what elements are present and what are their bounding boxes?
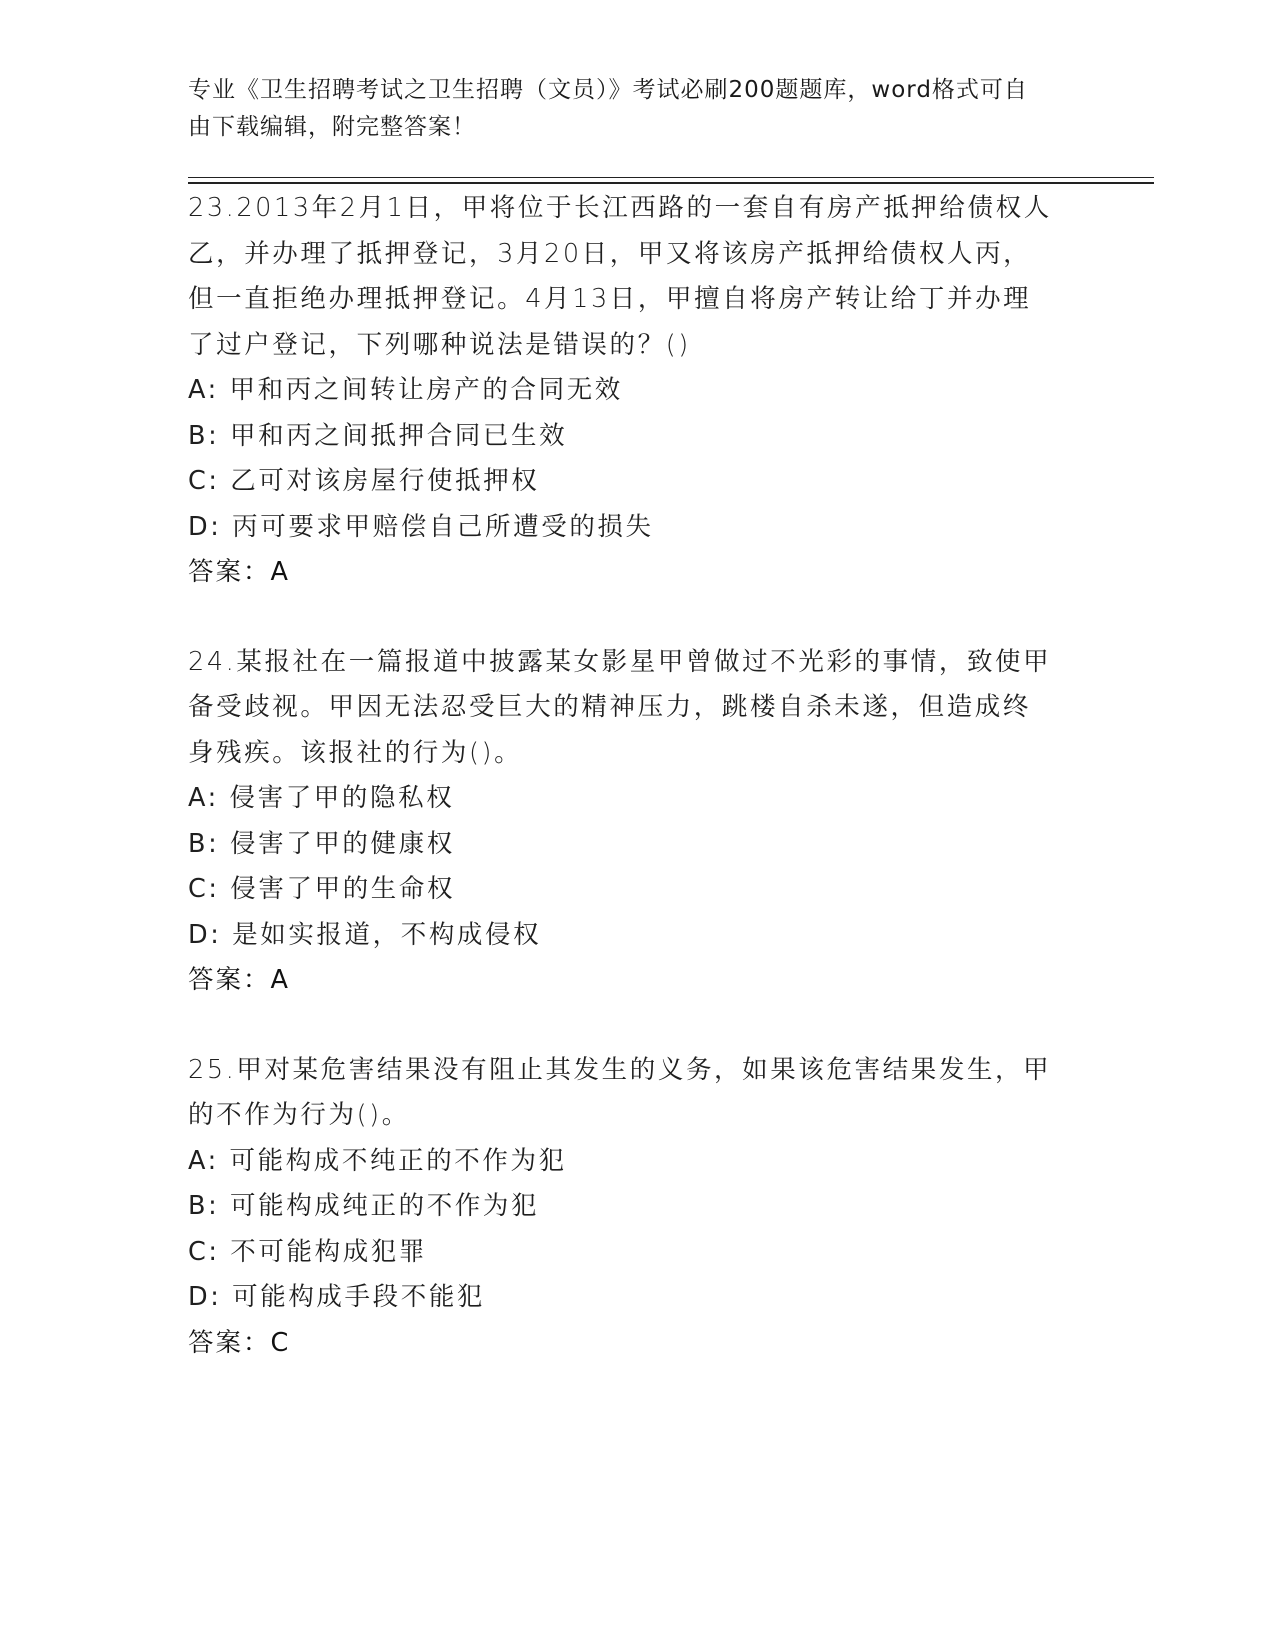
option-b: B: 可能构成纯正的不作为犯 <box>188 1191 540 1221</box>
header-line-2: 由下载编辑，附完整答案！ <box>188 114 476 140</box>
option-d: D: 丙可要求甲赔偿自己所遭受的损失 <box>188 511 654 542</box>
answer-label: 答案：C <box>188 1327 291 1358</box>
option-c: C: 乙可对该房屋行使抵押权 <box>188 466 540 496</box>
option-c: C: 侵害了甲的生命权 <box>188 874 456 904</box>
option-c: C: 不可能构成犯罪 <box>188 1236 428 1267</box>
option-a: A: 甲和丙之间转让房产的合同无效 <box>188 375 623 405</box>
option-b: B: 甲和丙之间抵押合同已生效 <box>188 420 568 451</box>
header-line-1: 专业《卫生招聘考试之卫生招聘（文员）》考试必刷200题题库，word格式可自 <box>188 77 1028 103</box>
answer-label: 答案：A <box>188 965 290 995</box>
question-stem-line: 了过户登记，下列哪种说法是错误的？() <box>188 329 691 360</box>
document-header <box>188 72 1068 146</box>
header-divider-top <box>188 177 1154 178</box>
question-stem-line: 身残疾。该报社的行为()。 <box>188 737 523 768</box>
question-stem-line: 但一直拒绝办理抵押登记。4月13日，甲擅自将房产转让给丁并办理 <box>188 284 1032 314</box>
question-stem-line: 23.2013年2月1日，甲将位于长江西路的一套自有房产抵押给债权人 <box>188 193 1052 223</box>
question-stem-line: 乙，并办理了抵押登记，3月20日，甲又将该房产抵押给债权人丙， <box>188 238 1032 269</box>
option-d: D: 是如实报道，不构成侵权 <box>188 919 542 950</box>
question-25 <box>188 1048 1088 1367</box>
question-stem-line: 25.甲对某危害结果没有阻止其发生的义务，如果该危害结果发生，甲 <box>188 1054 1052 1085</box>
option-a: A: 可能构成不纯正的不作为犯 <box>188 1145 567 1176</box>
header-divider-bottom <box>188 182 1154 184</box>
question-stem-line: 24.某报社在一篇报道中披露某女影星甲曾做过不光彩的事情，致使甲 <box>188 646 1052 677</box>
option-a: A: 侵害了甲的隐私权 <box>188 783 455 813</box>
option-b: B: 侵害了甲的健康权 <box>188 828 455 859</box>
question-list <box>188 186 1088 1410</box>
question-23 <box>188 186 1088 596</box>
question-stem-line: 的不作为行为()。 <box>188 1100 410 1130</box>
answer-label: 答案：A <box>188 557 290 587</box>
option-d: D: 可能构成手段不能犯 <box>188 1282 486 1312</box>
question-stem-line: 备受歧视。甲因无法忍受巨大的精神压力，跳楼自杀未遂，但造成终 <box>188 692 1032 722</box>
question-24 <box>188 640 1088 1004</box>
